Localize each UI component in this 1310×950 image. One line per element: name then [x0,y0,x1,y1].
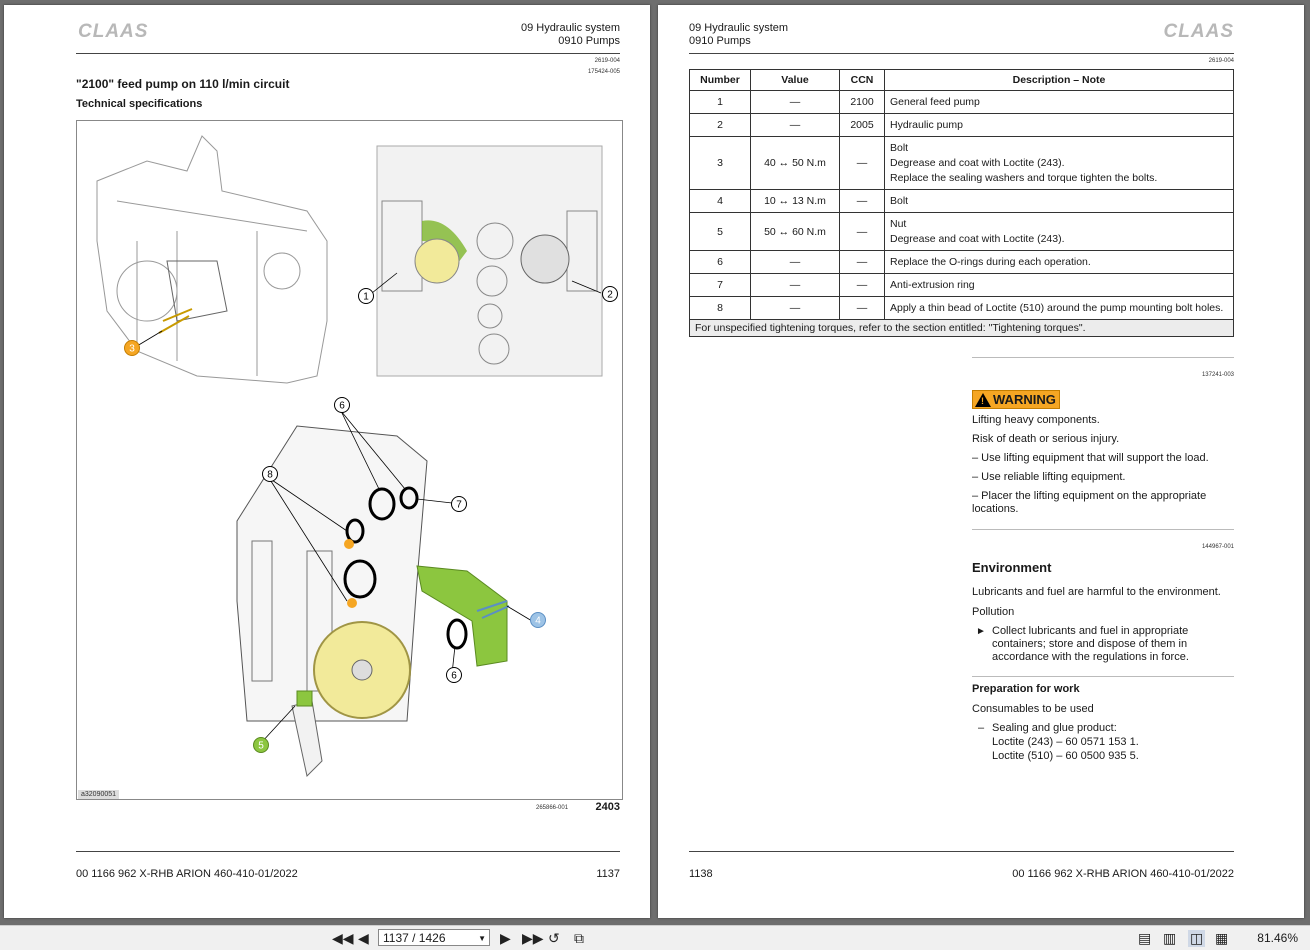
table-row: 7 — — Anti-extrusion ring [690,274,1234,297]
footer-doc: 00 1166 962 X-RHB ARION 460-410-01/2022 [76,868,298,880]
rotate-icon[interactable]: ↺ [548,930,560,946]
table-row: 5 50 ↔ 60 N.m — Nut Degrease and coat with Loctite (243). [690,213,1234,251]
header-section: 09 Hydraulic system [520,22,620,34]
callout-6 [445,666,463,689]
footer-rule [76,851,620,852]
doc-ref: 137241-003 [1201,372,1234,378]
prev-page-icon[interactable]: ◀ [358,930,369,946]
fit-icon[interactable]: ⧉ [574,930,584,946]
callout-2 [601,285,619,308]
svg-text:5: 5 [258,740,264,752]
chevron-down-icon: ▼ [478,934,486,943]
figure-ref: 265866-001 [536,805,569,811]
doc-ref: 144967-001 [1201,544,1234,550]
table-note-row [690,320,1234,337]
callout-6 [333,396,351,419]
callout-7 [450,495,468,518]
specifications-table [689,69,1234,337]
pollution-label: Pollution [972,606,1015,618]
zoom-level[interactable]: 81.46% [1257,931,1298,945]
table-row: 1 — 2100 General feed pump [690,91,1234,114]
environment-text: Lubricants and fuel are harmful to the environment. [972,586,1221,598]
header-subsection: 0910 Pumps [558,35,620,47]
section-title: "2100" feed pump on 110 l/min circuit [76,77,290,91]
table-row: 4 10 ↔ 13 N.m — Bolt [690,190,1234,213]
warning-icon: ! [975,393,991,407]
svg-text:6: 6 [451,670,457,682]
svg-text:6: 6 [339,400,345,412]
first-page-icon[interactable]: ◀◀ [332,930,354,946]
divider [972,529,1234,530]
warning-badge: ! WARNING [972,390,1060,409]
preparation-title: Preparation for work [972,683,1080,695]
environment-bullet: Collect lubricants and fuel in appropriate containers; store and dispose of them in accordance with the regulations in force. [992,625,1189,663]
technical-figure [76,120,623,800]
doc-ref: 2619-004 [1208,58,1234,64]
column-header: Description – Note [885,70,1234,91]
claas-logo: CLAAS [78,21,149,42]
continuous-icon[interactable]: ▥ [1163,930,1177,946]
column-header: Value [751,70,840,91]
two-page-continuous-icon[interactable]: ▦ [1215,930,1229,946]
table-row: 6 — — Replace the O-rings during each operation. [690,251,1234,274]
footer-page-number: 1137 [596,868,620,880]
viewer-toolbar [0,925,1310,950]
right-page [658,5,1304,918]
consumables-item: Sealing and glue product: Loctite (243) – 60 0571 153 1. Loctite (510) – 60 0500 935 5. [992,722,1139,762]
header-rule [76,53,620,54]
callout-5 [252,736,270,759]
left-page [4,5,650,918]
two-page-icon[interactable]: ◫ [1190,930,1204,946]
figure-number: 2403 [595,801,620,813]
footer-page-number: 1138 [689,868,713,880]
page-selector[interactable]: 1137 / 1426 ▼ [378,929,490,946]
table-row: 3 40 ↔ 50 N.m — Bolt Degrease and coat with Loctite (243). Replace the sealing washers and torque tighten the bolts. [690,137,1234,190]
bullet-arrow-icon: ► [976,626,986,637]
svg-text:2: 2 [607,289,613,301]
divider [972,357,1234,358]
svg-text:3: 3 [129,343,135,355]
table-note: For unspecified tightening torques, refer to the section entitled: "Tightening torques". [690,320,1234,337]
page-header [521,22,620,48]
next-page-icon[interactable]: ▶ [500,930,511,946]
callout-8 [261,465,279,488]
warning-text: Lifting heavy components. Risk of death or serious injury. – Use lifting equipment that will support the load. – Use reliable lifting equipment. – Placer the lifting equipment on the appropriate locations. [972,414,1209,515]
last-page-icon[interactable]: ▶▶ [522,930,544,946]
divider [972,676,1234,677]
doc-ref: 2619-004 [594,58,620,64]
claas-logo: CLAAS [1163,21,1234,42]
header-subsection: 0910 Pumps [689,35,751,47]
callout-4 [529,611,547,634]
footer-doc: 00 1166 962 X-RHB ARION 460-410-01/2022 [1012,868,1234,880]
page-header [689,22,788,48]
svg-text:4: 4 [535,615,541,627]
dash-marker: – [978,722,985,734]
pump-illustration [77,121,622,799]
single-page-icon[interactable]: ▤ [1138,930,1152,946]
column-header: CCN [840,70,885,91]
table-row: 8 — — Apply a thin bead of Loctite (510) around the pump mounting bolt holes. [690,297,1234,320]
svg-text:8: 8 [267,469,273,481]
callout-3 [123,339,141,362]
svg-text:1: 1 [363,291,369,303]
doc-ref: 175424-005 [587,69,620,75]
figure-id: a32090051 [78,790,119,799]
header-section: 09 Hydraulic system [689,22,789,34]
svg-text:7: 7 [456,499,462,511]
column-header: Number [690,70,751,91]
section-subtitle: Technical specifications [76,98,203,110]
header-rule [689,53,1234,54]
environment-title: Environment [972,560,1052,575]
footer-rule [689,851,1234,852]
consumables-label: Consumables to be used [972,703,1094,715]
callout-1 [357,287,375,310]
table-row: 2 — 2005 Hydraulic pump [690,114,1234,137]
